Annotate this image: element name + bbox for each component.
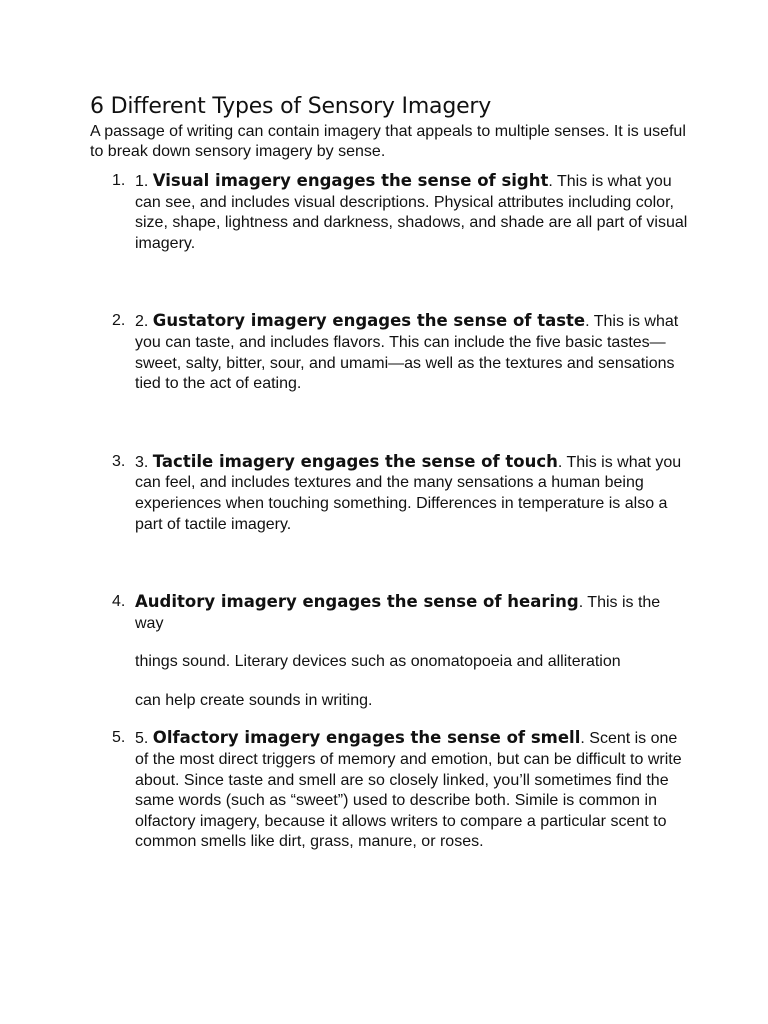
intro-paragraph: A passage of writing can contain imagery that appeals to multiple senses. It is useful to break down sensory imagery by sense.	[90, 123, 686, 160]
item-number: 1.	[135, 173, 153, 190]
item-heading: Visual imagery engages the sense of sight	[152, 171, 549, 190]
document-page	[90, 92, 690, 853]
item-number: 2.	[135, 313, 153, 331]
item-number: 3.	[135, 453, 153, 471]
auditory-continuation-line: can help create sounds in writing.	[135, 692, 373, 710]
item-text: . This is what you can see, and includes visual descriptions. Physical attributes including color, size, shape, lightness and darkness, shadows, and shade are all part of visual imagery.	[135, 173, 688, 252]
list-marker: 1.	[112, 172, 126, 189]
list-item-auditory	[90, 592, 690, 634]
list-item-tactile	[90, 452, 690, 535]
item-heading: Auditory imagery engages the sense of hearing	[135, 592, 579, 612]
item-text: . Scent is one of the most direct triggers of memory and emotion, but can be difficult to write about. Since taste and smell are so closely linked, you’ll sometimes find the same words (such as “sweet”) used to describe both. Simile is common in olfactory imagery, because it allows writers to compare a particular scent to common smells like dirt, grass, manure, or roses.	[135, 730, 682, 851]
list-marker: 2.	[112, 312, 126, 330]
imagery-list-continued	[90, 728, 690, 853]
item-text: . This is the way	[135, 594, 661, 632]
list-marker: 4.	[112, 593, 126, 611]
auditory-continuation-line: things sound. Literary devices such as onomatopoeia and alliteration	[135, 653, 621, 671]
item-number: 5.	[135, 730, 153, 748]
list-item-visual	[90, 171, 690, 254]
list-item-olfactory	[90, 728, 690, 853]
item-heading: Gustatory imagery engages the sense of taste	[152, 311, 586, 331]
list-item-gustatory	[90, 311, 690, 394]
item-heading: Olfactory imagery engages the sense of smell	[152, 728, 581, 748]
item-text: . This is what you can taste, and includes flavors. This can include the five basic tastes—sweet, salty, bitter, sour, and umami—as well as the textures and sensations tied to the act of eating.	[135, 313, 679, 393]
item-heading: Tactile imagery engages the sense of touch	[152, 451, 558, 471]
list-marker: 5.	[112, 729, 126, 747]
imagery-list	[90, 171, 690, 634]
page-title: 6 Different Types of Sensory Imagery	[90, 94, 492, 119]
list-marker: 3.	[112, 452, 126, 470]
item-text: . This is what you can feel, and includes textures and the many sensations a human being experiences when touching something. Differences in temperature is also a part of tactile imagery.	[135, 453, 682, 533]
